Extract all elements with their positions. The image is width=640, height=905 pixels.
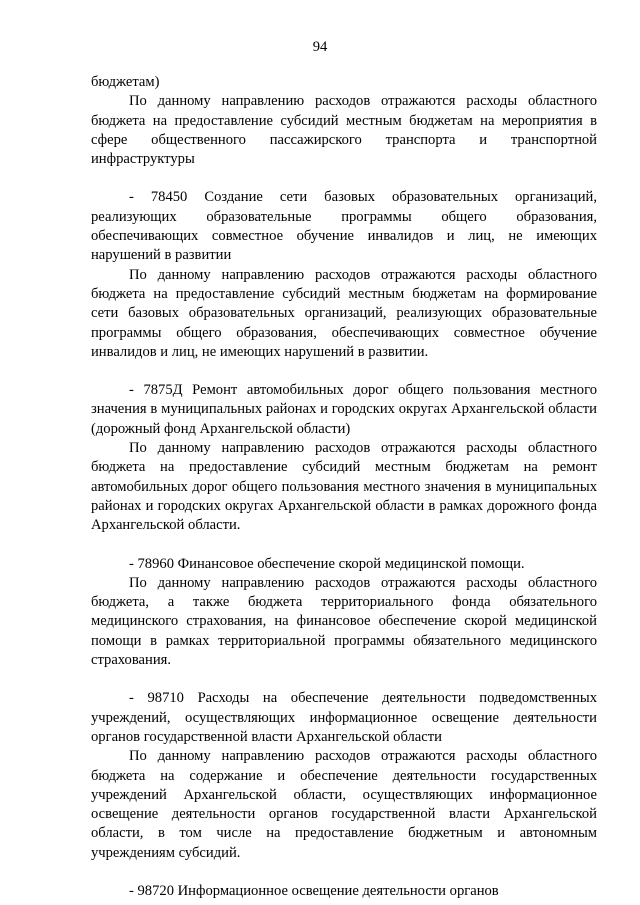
paragraph: - 78960 Финансовое обеспечение скорой медицинской помощи. [129, 555, 525, 572]
paragraph: По данному направлению расходов отражаются расходы областного бюджета, а также бюджета территориального фонда обязательного медицинского страхования, на финансовое обеспечение скорой медицинской помощи в рамках территориальной программы обязательного медицинского страхования. [91, 574, 597, 669]
paragraph: бюджетам) [91, 74, 160, 90]
paragraph: - 98720 Информационное освещение деятельности органов [129, 882, 499, 899]
paragraph: - 7875Д Ремонт автомобильных дорог общего пользования местного значения в муниципальных районах и городских округах Архангельской области (дорожный фонд Архангельской области) [91, 382, 597, 437]
document-body [91, 73, 597, 901]
paragraph: - 78450 Создание сети базовых образовательных организаций, реализующих образовательные программы общего образования, обеспечивающих совместное обучение инвалидов и лиц, не имеющих нарушений в развитии [91, 189, 597, 264]
paragraph: По данному направлению расходов отражаются расходы областного бюджета на содержание и обеспечение деятельности государственных учреждений Архангельской области, осуществляющих информационное освещение деятельности органов государственной власти Архангельской области, в том числе на предоставление бюджетным и автономным учреждениям субсидий. [91, 748, 597, 861]
paragraph: По данному направлению расходов отражаются расходы областного бюджета на предоставление субсидий местным бюджетам на формирование сети базовых образовательных организаций, реализующих образовательные программы общего образования, обеспечивающих совместное обучение инвалидов и лиц, не имеющих нарушений в развитии. [91, 266, 597, 360]
paragraph-spacer [91, 863, 597, 882]
paragraph: По данному направлению расходов отражаются расходы областного бюджета на предоставление субсидий местным бюджетам на мероприятия в сфере общественного пассажирского транспорта и транспортной инфраструктуры [91, 93, 597, 168]
paragraph-spacer [91, 536, 597, 555]
page-number: 94 [312, 39, 328, 55]
paragraph-spacer [91, 670, 597, 689]
paragraph-spacer [91, 169, 597, 188]
paragraph: - 98710 Расходы на обеспечение деятельности подведомственных учреждений, осуществляющих информационное освещение деятельности органов государственной власти Архангельской области [91, 690, 597, 745]
paragraph-spacer [91, 362, 597, 381]
paragraph: По данному направлению расходов отражаются расходы областного бюджета на предоставление субсидий местным бюджетам на ремонт автомобильных дорог общего пользования местного значения в муниципальных районах и городских округах Архангельской области в рамках дорожного фонда Архангельской области. [91, 440, 597, 534]
